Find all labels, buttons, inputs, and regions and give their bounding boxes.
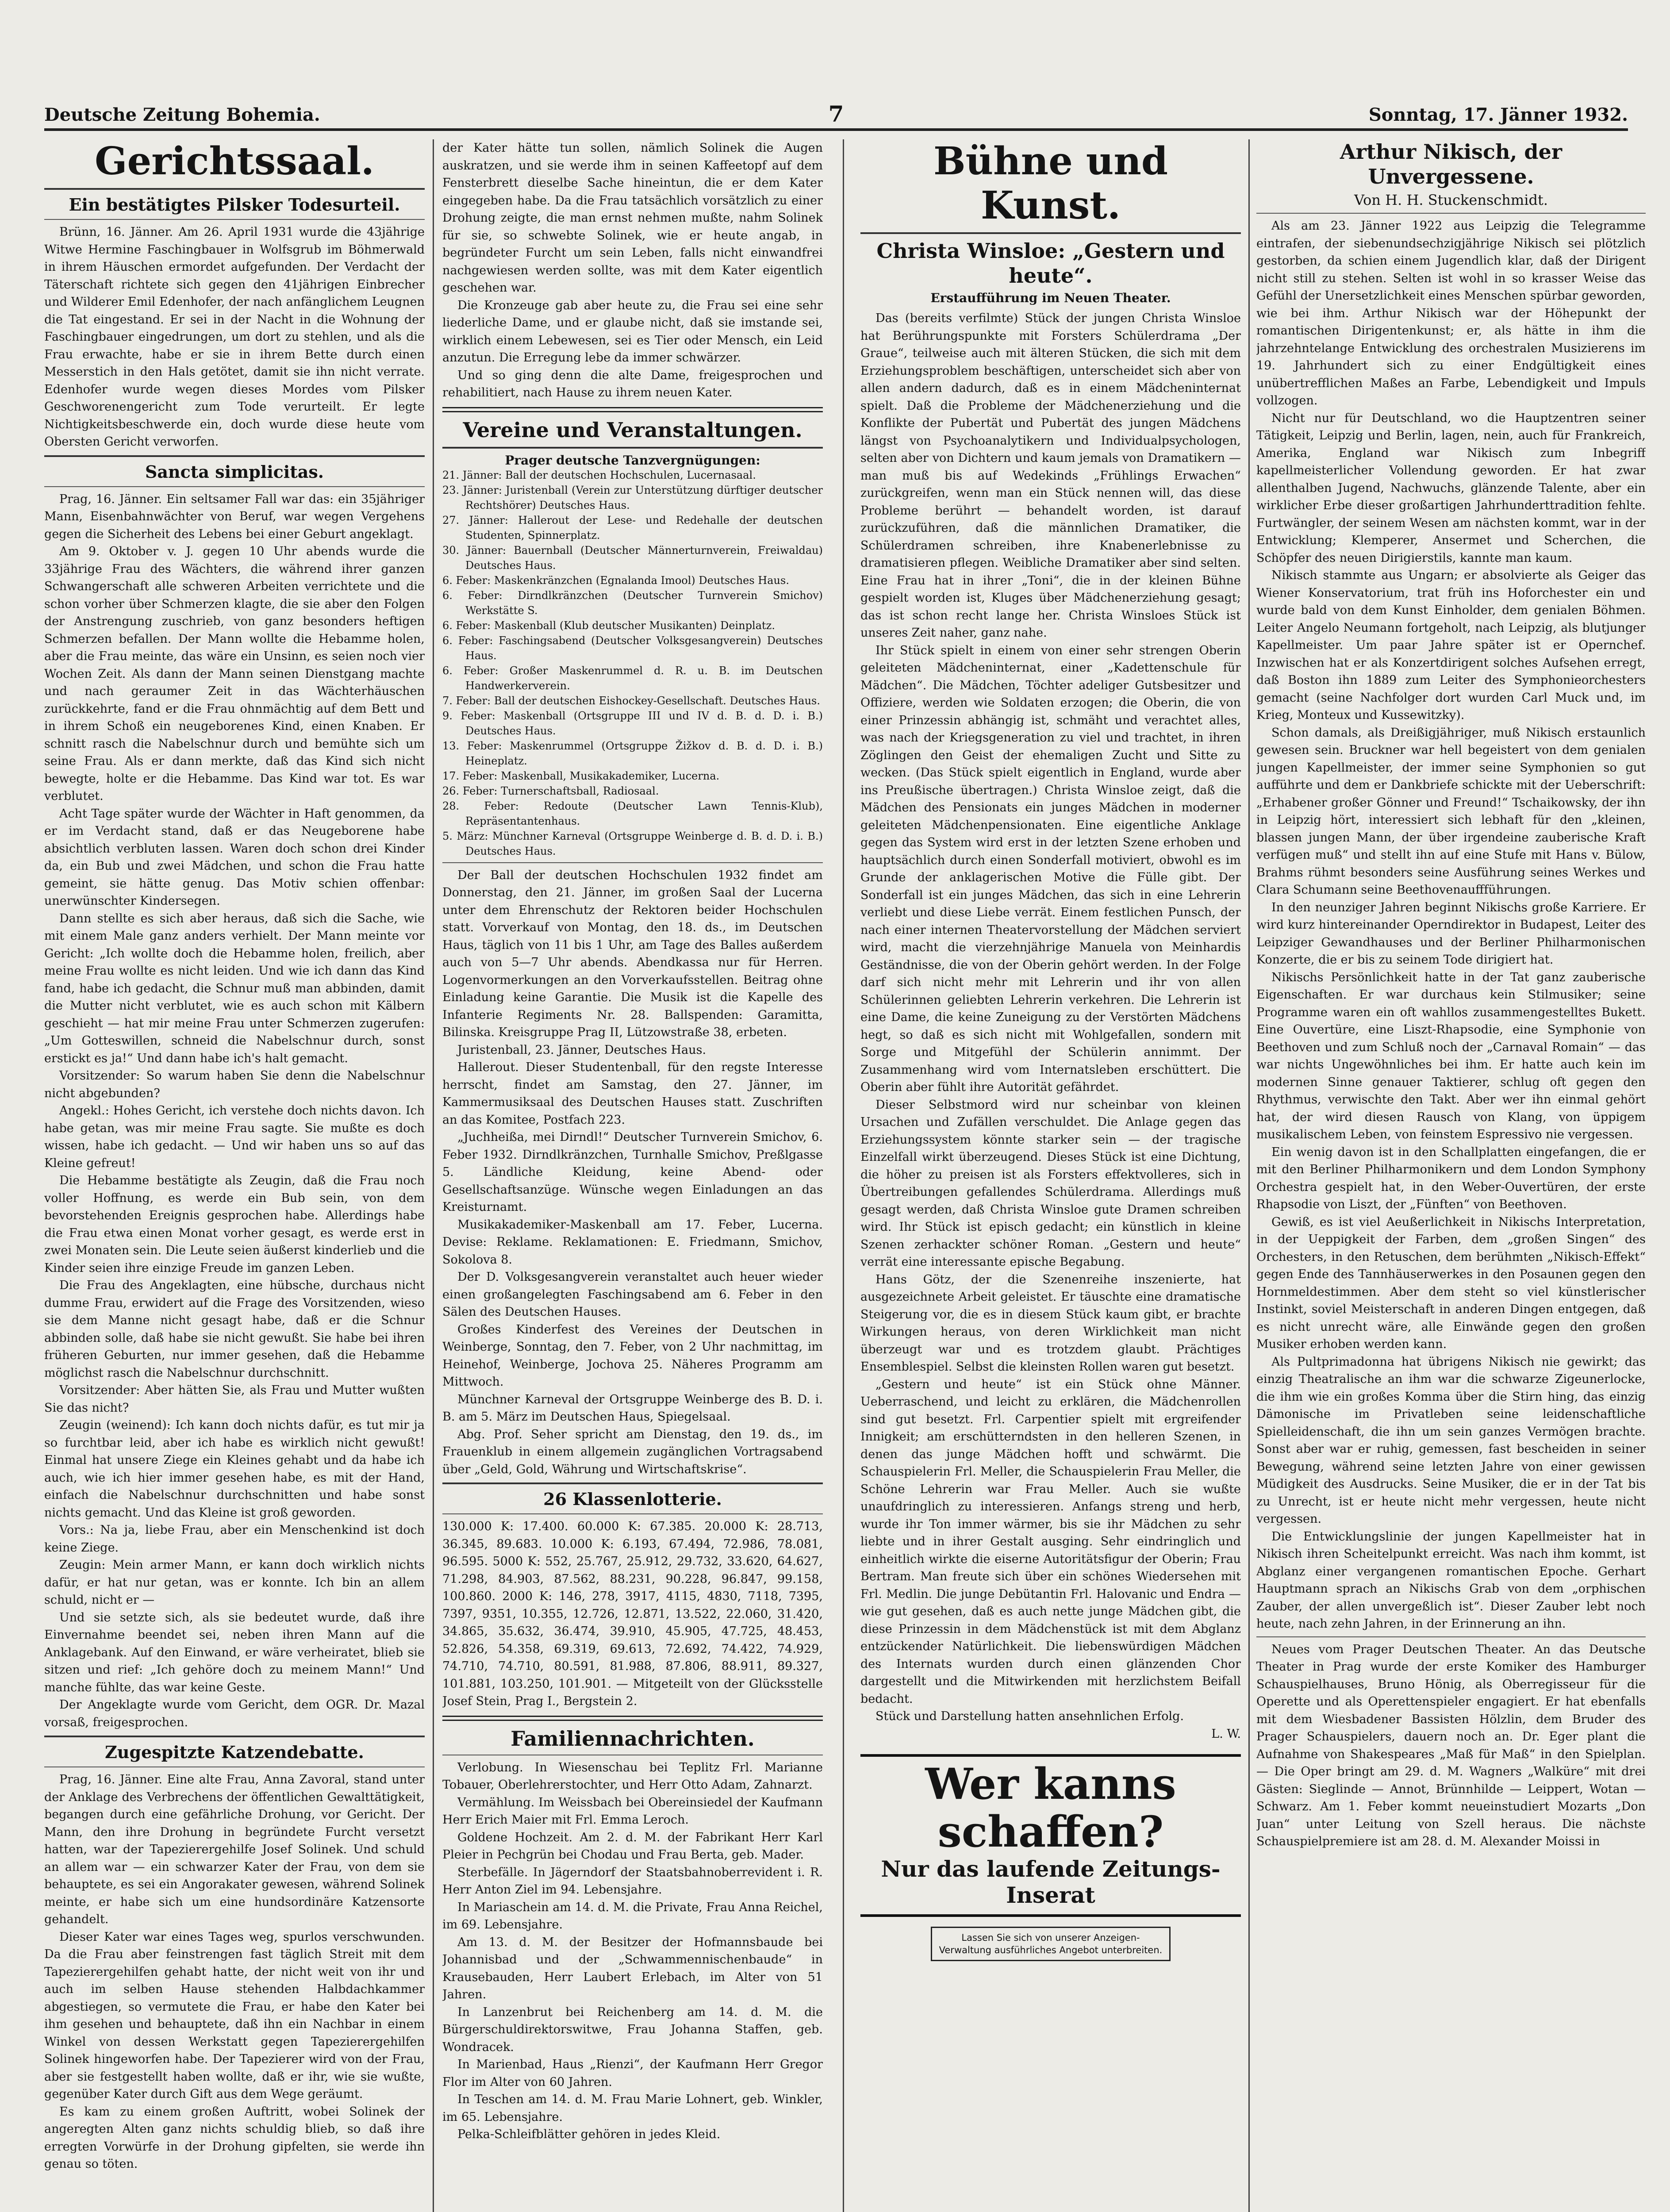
article-paragraph: Münchner Karneval der Ortsgruppe Weinberge des B. D. i. B. am 5. März im Deutschen Haus, Spiegelsaal. xyxy=(442,1392,823,1424)
notice-paragraph: Sterbefälle. In Jägerndorf der Staatsbahnoberrevident i. R. Herr Anton Ziel im 94. Lebensjahre. xyxy=(442,1865,823,1897)
article-paragraph: Ihr Stück spielt in einem von einer sehr strengen Oberin geleiteten Mädcheninternat, einer „Kadettenschule für Mädchen“. Die Mädchen, Töchter adeliger Gutsbesitzer und Offiziere, werden wie Soldaten erzogen; die Oberin, die von einer Prinzessin abhängig ist, schmäht und verachtet alles, was nach der Kriegsgeneration zu viel und trachtet, in ihren Zöglingen den Geist der ehemaligen Zucht und Sitte zu wecken. (Das Stück spielt eigentlich in England, wurde aber ins Preußische übertragen.) Christa Winsloe zeigt, daß die Mädchen des Pensionats ein junges Mädchen in moderner geleiteten Mädchenpensionaten. Eine eigentliche Anklage gegen das System wird erst in der letzten Szene erhoben und hauptsächlich durch einen Sonderfall motiviert, obwohl es im Grunde der anklagerischen Motive die Fülle gibt. Der Sonderfall ist ein junges Mädchen, das sich in eine Lehrerin verliebt und diese Liebe verrät. Einem festlichen Punsch, der nach einer internen Theatervorstellung der Mädchen serviert wird, macht die vierzehnjährige Manuela von Meinhardis Geständnisse, die von der Oberin gehört werden. In der Folge darf sich nicht mehr mit Lehrerin und ihr von allen Schülerinnen geliebten Lehrerin verkehren. Die Lehrerin ist eine Dame, die keine Zuneigung zu der Verstörten Mädchens hegt, so daß es sich nicht mit Wohlgefallen, sondern mit Sorge und Mitgefühl der Schülerin annimmt. Der Zusammenhang wird vom Internatsleben erschüttert. Die Oberin aber fühlt ihre Autorität gefährdet. xyxy=(860,643,1241,1094)
dance-event-item: 6. Feber: Faschingsabend (Deutscher Volksgesangverein) Deutsches Haus. xyxy=(442,634,823,662)
article-title: Christa Winsloe: „Gestern und heute“. xyxy=(876,239,1225,288)
article-paragraph: Das (bereits verfilmte) Stück der jungen Christa Winsloe hat Berührungspunkte mit Forsters Schülerdrama „Der Graue“, teilweise auch mit älteren Stücken, die sich mit dem Erziehungsproblem beschäftigen, unterscheidet sich aber von allen andern dadurch, daß es in einem Mädcheninternat spielt. Daß die Probleme der Mädchenerziehung und die Konflikte der Pubertät und Pubertät des jungen Mädchens längst von Psychoanalytikern und Individualpsychologen, selten aber von Dichtern und kaum jemals von Dramatikern — man muß bis auf Wedekinds „Frühlings Erwachen“ zurückgreifen, wenn man ein Stück nennen will, das diese Probleme berührt — behandelt worden, ist darauf zurückzuführen, daß die männlichen Dramatiker, die Schülerdramen schreiben, ihre Knabenerlebnisse zu dramatisieren pflegen. Weibliche Dramatiker aber sind selten. Eine Frau hat in ihrer „Toni“, die in der kleinen Bühne gespielt worden ist, Kluges über Mädchenerziehung gesagt; das ist schon recht lange her. Christa Winsloes Stück ist unseres Zeit naher, ganz nahe. xyxy=(860,311,1241,640)
notice-paragraph: In Mariaschein am 14. d. M. die Private, Frau Anna Reichel, im 69. Lebensjahre. xyxy=(442,1900,823,1932)
article-paragraph: Gewiß, es ist viel Aeußerlichkeit in Nikischs Interpretation, in der Ueppigkeit der Farben, dem „großen Singen“ des Orchesters, in den Retuschen, dem berühmten „Nikisch-Effekt“ gegen Ende des Tannhäuserwerkes in den Posaunen gegen den Hornmeldestimmen. Aber dem steht so viel künstlerischer Instinkt, soviel Meisterschaft in anderen Dingen entgegen, daß es nicht unrecht wäre, alle Einwände gegen den großen Musiker erhoben werden kann. xyxy=(1256,1215,1646,1351)
issue-date: Sonntag, 17. Jänner 1932. xyxy=(1368,104,1628,125)
article-title: Ein bestätigtes Pilsker Todesurteil. xyxy=(69,195,400,215)
ad-subline: Nur das laufende Zeitungs-Inserat xyxy=(860,1856,1241,1917)
divider xyxy=(442,1716,823,1721)
divider xyxy=(1256,213,1646,214)
article-title: Arthur Nikisch, der Unvergessene. xyxy=(1340,140,1563,188)
article-title: Zugespitzte Katzendebatte. xyxy=(105,1742,364,1762)
article-paragraph: Die Frau des Angeklagten, eine hübsche, durchaus nicht dumme Frau, erwidert auf die Frage des Vorsitzenden, wieso sie dem Manne nicht gesagt habe, daß er die Schnur abbinden solle, daß habe sie nicht gewußt. Sie habe bei ihren früheren Geburten, nur immer gesehen, daß die Hebamme möglichst rasch die Nabelschnur durchschnitt. xyxy=(44,1279,425,1380)
divider xyxy=(44,486,425,487)
article-paragraph: Abg. Prof. Seher spricht am Dienstag, den 19. ds., im Frauenklub in einem allgemein zugänglichen Vortragsabend über „Geld, Gold, Währung und Wirtschaftskrise“. xyxy=(442,1427,823,1476)
divider xyxy=(442,862,823,863)
newspaper-name: Deutsche Zeitung Bohemia. xyxy=(44,104,320,125)
article-paragraph: Die Kronzeuge gab aber heute zu, die Frau sei eine sehr liederliche Dame, und er glaube nicht, daß sie imstande sei, wirklich einem Lebewesen, sei es Tier oder Mensch, ein Leid anzutun. Die Erregung lebe da immer schwärzer. xyxy=(442,298,823,365)
article-paragraph: Schon damals, als Dreißigjähriger, muß Nikisch erstaunlich gewesen sein. Bruckner war hell begeistert von dem genialen jungen Kapellmeister, der immer seine Symphonien so gut aufführte und dem er Dankbriefe schickte mit der Ueberschrift: „Erhabener großer Gönner und Freund!“ Tschaikowsky, der ihn in Leipzig hört, interessiert sich lebhaft für den „kleinen, blassen jungen Mann, der über irgendeine zauberische Kraft verfügen muß“ und stellt ihn auf eine Stufe mit Hans v. Bülow, Brahms rühmt besonders seine Ausführung seines Werkes und Clara Schumann seine Beethovenauffführungen. xyxy=(1256,726,1646,897)
article-paragraph: Als Pultprimadonna hat übrigens Nikisch nie gewirkt; das einzig Theatralische an ihm war die schwarze Zigeunerlocke, die ihm wie ein großes Komma über die Stirn hing, das einzig Dämonische im Privatleben seine leidenschaftliche Spielleidenschaft, die ihn um sein ganzes Vermögen brachte. Sonst aber war er ruhig, gemessen, fast bescheiden in seiner Bewegung, während seine letzten Jahre von einer gewissen Müdigkeit des Ausdrucks. Seine Musiker, die er in der Tat bis zu Unrecht, ist er heute nicht mehr vergessen, heute nicht vergessen. xyxy=(1256,1355,1646,1526)
notice-paragraph: In Marienbad, Haus „Rienzi“, der Kaufmann Herr Gregor Flor im Alter von 60 Jahren. xyxy=(442,2058,823,2089)
article-paragraph: Juristenball, 23. Jänner, Deutsches Haus. xyxy=(457,1043,706,1057)
article-paragraph: Der D. Volksgesangverein veranstaltet auch heuer wieder einen großangelegten Faschingsabend am 6. Feber in den Sälen des Deutschen Hauses. xyxy=(442,1270,823,1319)
notice-paragraph: In Lanzenbrut bei Reichenberg am 14. d. M. die Bürgerschuldirektorswitwe, Frau Johanna Staffen, geb. Wondracek. xyxy=(442,2005,823,2054)
article-paragraph: Vorsitzender: So warum haben Sie denn die Nabelschnur nicht abgebunden? xyxy=(44,1069,425,1100)
notice-paragraph: Verlobung. In Wiesenschau bei Teplitz Frl. Marianne Tobauer, Oberlehrerstochter, und Herr Otto Adam, Zahnarzt. xyxy=(442,1760,823,1792)
dance-event-item: 9. Feber: Maskenball (Ortsgruppe III und IV d. B. d. D. i. B.) Deutsches Haus. xyxy=(442,709,823,737)
divider xyxy=(442,447,823,449)
article-paragraph: Nicht nur für Deutschland, wo die Hauptzentren seiner Tätigkeit, Leipzig und Berlin, lagen, nein, auch für Frankreich, Amerika, England war Nikisch zum Inbegriff kapellmeisterlicher Vollendung geworden. Er hat zwar allenthalben Jugend, Nachwuchs, glänzende Talente, aber ein wirklicher Erbe dieser großartigen Jahrhunderttradition fehlte. Furtwängler, der seinem Wesen am nächsten kommt, war in der Entwicklung; Klemperer, Ansermet und Scherchen, die Schöpfer des neuen Dirigierstils, kannte man kaum. xyxy=(1256,411,1646,565)
article-paragraph: Brünn, 16. Jänner. Am 26. April 1931 wurde die 43jährige Witwe Hermine Faschingbauer in Wolfsgrub im Böhmerwald in ihrem Häuschen ermordet aufgefunden. Der Verdacht der Täterschaft richtete sich gegen den 41jährigen Einbrecher und Wilderer Emil Edenhofer, der nach anfänglichem Leugnen die Tat eingestand. Er sei in der Nacht in die Wohnung der Faschingbauer eingedrungen, um dort zu stehlen, und als die Frau erwachte, habe er sie in ihrem Bette durch einen Messerstich in den Hals getötet, damit sie ihn nicht verrate. Edenhofer wurde wegen dieses Mordes vom Pilsker Geschworenengericht zum Tode verurteilt. Er legte Nichtigkeitsbeschwerde ein, doch wurde diese heute vom Obersten Gericht verworfen. xyxy=(44,225,425,449)
article-paragraph: Vors.: Na ja, liebe Frau, aber ein Menschenkind ist doch keine Ziege. xyxy=(44,1523,425,1555)
dance-events-list xyxy=(442,468,823,859)
divider xyxy=(44,1736,425,1737)
section-title-events: Vereine und Veranstaltungen. xyxy=(463,418,802,442)
article-paragraph: Zeugin (weinend): Ich kann doch nichts dafür, es tut mir ja so furchtbar leid, aber ich habe es wirklich nicht gewußt! Einmal hat unsere Ziege ein Kleines gehabt und da habe ich auch, wie ich hier immer gesehen habe, es mit der Hand, einfach die Nabelschnur durchschnitten und habe sonst nichts gemacht. Und das Kleine ist groß geworden. xyxy=(44,1418,425,1520)
article-paragraph: „Gestern und heute“ ist ein Stück ohne Männer. Ueberraschend, und leicht zu erklären, die Mädchenrollen sind gut besetzt. Frl. Carpentier spielt mit ergreifender Innigkeit; am erschütterndsten in den helleren Szenen, in denen das junge Mädchen hofft und schwärmt. Die Schauspielerin Frl. Meller, die Schauspielerin Frau Meller, die Schöne Lehrerin war Frau Meller. Auch sie wußte unaufdringlich zu interessieren. Anfangs streng und herb, wurde ihr Ton immer wärmer, bis sie ihr Mädchen zu sehr liebte und in ihrer Gestalt ausging. Sehr eindringlich und einheitlich wirkte die eiserne Autoritätsfigur der Oberin; Frau Bertram. Man freute sich über ein schönes Wiedersehen mit Frl. Medlin. Die junge Debütantin Frl. Halovanic und Endra — wie gut gesehen, daß es auch nette junge Mädchen gibt, die diese Prinzessin in dem Mädchenstück ist mit dem Abglanz entzückender Natürlichkeit. Die liebenswürdigen Mädchen des Internats wurden durch einen glänzenden Chor dargestellt und die Mitwirkenden mit herzlichstem Beifall bedacht. xyxy=(860,1377,1241,1706)
dance-event-item: 6. Feber: Maskenball (Klub deutscher Musikanten) Deinplatz. xyxy=(442,619,775,632)
divider xyxy=(44,455,425,457)
column-3 xyxy=(860,139,1241,2212)
dance-event-item: 13. Feber: Maskenrummel (Ortsgruppe Žižkov d. B. d. D. i. B.) Heineplatz. xyxy=(442,739,823,767)
article-paragraph: Nikischs Persönlichkeit hatte in der Tat ganz zauberische Eigenschaften. Er war durchaus kein Stilmusiker; seine Programme waren ein oft wahllos zusammengestelltes Bukett. Eine Ouvertüre, eine Liszt-Rhapsodie, eine Symphonie von Beethoven und zum Schluß noch der „Carnaval Romain“ — das war nichts Ungewöhnliches bei ihm. Er hatte auch kein im modernen Sinne genauer Taktierer, schlug oft gegen den Rhythmus, verwischte den Takt. Aber wer ihn einmal gehört hat, der wird diesen Rausch von Klang, von üppigem musikalischem Leben, von feinstem Espressivo nie vergessen. xyxy=(1256,970,1646,1141)
lottery-title: 26 Klassenlotterie. xyxy=(543,1489,722,1509)
article-paragraph: Musikakademiker-Maskenball am 17. Feber, Lucerna. Devise: Reklame. Reklamationen: E. Friedmann, Smichov, Sokolova 8. xyxy=(442,1217,823,1267)
article-byline: Von H. H. Stuckenschmidt. xyxy=(1354,192,1548,208)
article-paragraph: Der Ball der deutschen Hochschulen 1932 findet am Donnerstag, den 21. Jänner, im großen Saal der Lucerna unter dem Ehrenschutz der Rektoren beider Hochschulen statt. Vorverkauf von Montag, den 18. ds., im Deutschen Haus, täglich von 11 bis 1 Uhr, am Tage des Balles außerdem auch von 5—7 Uhr abends. Abendkassa nur für Herren. Logenvormerkungen an den Vorverkaufsstellen. Beitrag ohne Einladung keine Garantie. Die Musik ist die Kapelle des Infanterie Regiments Nr. 28. Ballspenden: Garamitta, Bilinska. Kreisgruppe Prag II, Lützowstraße 38, erbeten. xyxy=(442,868,823,1039)
article-paragraph: Dieser Selbstmord wird nur scheinbar von kleinen Ursachen und Zufällen verschuldet. Die Anlage gegen das Erziehungssystem könnte starker sein — der tragische Einzelfall wirkt überzeugend. Dieses Stück ist eine Dichtung, die höher zu preisen ist als Forsters effektvolleres, sich in Übertreibungen gefallendes Schülerdrama. Allerdings muß gesagt werden, daß Christa Winsloe gute Dramen schreiben wird. Ihr Stück ist episch gedacht; ein künstlich in kleine Szenen zerhackter schöner Roman. „Gestern und heute“ verrät eine interessante epische Begabung. xyxy=(860,1098,1241,1269)
divider xyxy=(860,232,1241,234)
article-paragraph: Und sie setzte sich, als sie bedeutet wurde, daß ihre Einvernahme beendet sei, neben ihren Mann auf die Anklagebank. Auf den Einwand, er wäre verheiratet, blieb sie sitzen und rief: „Ich gehöre doch zu meinem Mann!“ Und manche fühlte, das war keine Geste. xyxy=(44,1610,425,1694)
article-paragraph: Ein wenig davon ist in den Schallplatten eingefangen, die er mit den Berliner Philharmonikern und dem London Symphony Orchestra gespielt hat, in den Weber-Ouvertüren, der erste Rhapsodie von Liszt, der „Fünften“ von Beethoven. xyxy=(1256,1145,1646,1211)
column-4 xyxy=(1256,139,1646,2212)
column-rule xyxy=(843,139,844,2212)
dance-event-item: 26. Feber: Turnerschaftsball, Radiosaal. xyxy=(442,784,659,797)
dance-event-item: 27. Jänner: Hallerout der Lese- und Redehalle der deutschen Studenten, Spinnerplatz. xyxy=(442,514,823,541)
divider xyxy=(442,407,823,412)
divider xyxy=(44,188,425,190)
article-paragraph: Hallerout. Dieser Studentenball, für den regste Interesse herrscht, findet am Samstag, den 27. Jänner, im Kammermusiksaal des Deutschen Hauses statt. Zuschriften an das Komitee, Postfach 223. xyxy=(442,1060,823,1127)
dance-event-item: 7. Feber: Ball der deutschen Eishockey-Gesellschaft. Deutsches Haus. xyxy=(442,694,820,707)
article-paragraph: Die Entwicklungslinie der jungen Kapellmeister hat in Nikisch ihren Scheitelpunkt erreicht. Was nach ihm kommt, ist Abglanz einer vergangenen romantischen Epoche. Gerhart Hauptmann sprach an Nikischs Grab von dem „orphischen Zauber, der allen unvergeßlich ist“. Dieser Zauber lebt noch heute, nach zehn Jahren, in der Erinnerung an ihn. xyxy=(1256,1529,1646,1631)
author-initials: L. W. xyxy=(1211,1727,1241,1741)
article-paragraph: Hans Götz, der die Szenenreihe inszenierte, hat ausgezeichnete Arbeit geleistet. Er täuschte eine dramatische Steigerung vor, die es in diesem Stück kaum gibt, er brachte Wirkungen heraus, von deren Wirklichkeit man nicht überzeugt war und es trotzdem glaubt. Prächtiges Ensemblespiel. Selbst die kleinsten Rollen waren gut besetzt. xyxy=(860,1272,1241,1374)
section-title-stage: Bühne und Kunst. xyxy=(933,139,1168,228)
article-title: Sancta simplicitas. xyxy=(145,461,324,482)
dance-event-item: 17. Feber: Maskenball, Musikakademiker, Lucerna. xyxy=(442,769,720,782)
list-heading: Prager deutsche Tanzvergnügungen: xyxy=(505,453,760,468)
article-paragraph: Die Hebamme bestätigte als Zeugin, daß die Frau noch voller Hoffnung, es werde ein Bub sein, von dem bevorstehenden Ereignis gesprochen habe. Allerdings habe die Frau etwa einen Monat vorher gesagt, es werde erst in zwei Monaten sein. Die Leute seien äußerst kinderlieb und die Kinder seien ihre einzige Freude im ganzen Leben. xyxy=(44,1174,425,1275)
divider xyxy=(44,219,425,220)
article-paragraph: Zeugin: Mein armer Mann, er kann doch wirklich nichts dafür, er hat nur getan, was er konnte. Ich bin an allem schuld, nicht er — xyxy=(44,1558,425,1607)
article-paragraph: Stück und Darstellung hatten ansehnlichen Erfolg. xyxy=(875,1709,1184,1723)
article-paragraph: In den neunziger Jahren beginnt Nikischs große Karriere. Er wird kurz hintereinander Operndirektor in Budapest, Leiter des Leipziger Gewandhauses und der Berliner Philharmonischen Konzerte, die er bis zu seinem Tode dirigiert hat. xyxy=(1256,900,1646,967)
article-paragraph: Angekl.: Hohes Gericht, ich verstehe doch nichts davon. Ich habe getan, was mir meine Frau sagte. Sie mußte es doch wissen, habe ich gedacht. — Und wir haben uns so auf das Kleine gefreut! xyxy=(44,1104,425,1170)
article-paragraph: Als am 23. Jänner 1922 aus Leipzig die Telegramme eintrafen, der siebenundsechzigjährige Nikisch sei plötzlich gestorben, da schien einem Jugendlich klar, daß der Dirigent nicht still zu stehen. Selten ist wohl in so krasser Weise das Gefühl der Unersetzlichkeit eines Menschen spürbar geworden, wie bei ihm. Arthur Nikisch war der Höhepunkt der romantischen Dirigentenkunst; er, als hätte in ihm die jahrzehntelange Entwicklung des orchestralen Musizierens im 19. Jahrhundert sich zu einer Endgültigkeit eines unübertrefflichen Maßes an Farbe, Lebendigkeit und Impuls vollzogen. xyxy=(1256,219,1646,407)
ad-headline: Wer kanns schaffen? xyxy=(860,1754,1241,1856)
dance-event-item: 5. März: Münchner Karneval (Ortsgruppe Weinberge d. B. d. D. i. B.) Deutsches Haus. xyxy=(442,830,823,857)
dance-event-item: 21. Jänner: Ball der deutschen Hochschulen, Lucernasaal. xyxy=(442,469,756,481)
article-paragraph: Nikisch stammte aus Ungarn; er absolvierte als Geiger das Wiener Konservatorium, trat früh ins Hoforchester ein und wurde bald von dem Kunst Einholder, dem genialen Böhmen. Leiter Angelo Neumann fortgeholt, nach Leipzig, als blutjunger Kapellmeister. Um paar Jahre später ist er Opernchef. Inzwischen hat er als Konzertdirigent solches Aufsehen erregt, daß Boston ihn 1889 zum Leiter des Symphonieorchesters gemacht (seine Nachfolger dort wurden Carl Muck und, im Krieg, Monteux und Kussewitzky). xyxy=(1256,568,1646,722)
dance-event-item: 28. Feber: Redoute (Deutscher Lawn Tennis-Klub), Repräsentantenhaus. xyxy=(442,799,823,827)
article-paragraph: Dieser Kater war eines Tages weg, spurlos verschwunden. Da die Frau aber feinstrengen fast täglich Streit mit dem Tapezierergehilfen gehabt hatte, der nicht weit von ihr und auch im selben Hause stehenden Halbdachkammer abgestiegen, so vermutete die Frau, er habe den Kater bei ihm gesehen und behauptete, daß ihn ein Nachbar in einem Winkel von dessen Werkstatt gegen Tapezierergehilfen Solinek hingeworfen habe. Der Tapezierer wird von der Frau, aber sie festgestellt haben wollte, daß er ihr, wie sie wußte, gegenüber Kater durch Gift aus dem Wege geräumt. xyxy=(44,1930,425,2101)
article-paragraph: Großes Kinderfest des Vereines der Deutschen in Weinberge, Sonntag, den 7. Feber, von 2 Uhr nachmittag, im Heinehof, Weinberge, Jochova 25. Näheres Programm am Mittwoch. xyxy=(442,1322,823,1389)
dance-event-item: 6. Feber: Dirndlkränzchen (Deutscher Turnverein Smichov) Werkstätte S. xyxy=(442,589,823,617)
article-paragraph: Vorsitzender: Aber hätten Sie, als Frau und Mutter wußten Sie das nicht? xyxy=(44,1383,425,1415)
notice-paragraph: In Teschen am 14. d. M. Frau Marie Lohnert, geb. Winkler, im 65. Lebensjahre. xyxy=(442,2093,823,2124)
divider xyxy=(1256,1636,1646,1637)
advertisement xyxy=(860,1754,1241,1961)
column-2 xyxy=(442,139,823,2212)
article-paragraph: Dann stellte es sich aber heraus, daß sich die Sache, wie mit einem Male ganz anders verhielt. Der Mann meinte vor Gericht: „Ich wollte doch die Hebamme holen, freilich, aber meine Frau wollte es nicht leiden. Und wie ich dann das Kind fand, habe ich gedacht, die Schnur muß man abbinden, damit die Mutter nicht verblutet, wie es auch schon mit Kälbern geschieht — hat mir meine Frau unter Schmerzen zugerufen: „Um Gotteswillen, schneid die Nabelschnur durch, sonst erstickt es ja!“ Und dann habe ich's halt gemacht. xyxy=(44,911,425,1065)
column-rule xyxy=(1248,139,1250,2212)
article-paragraph: Der Angeklagte wurde vom Gericht, dem OGR. Dr. Mazal vorsaß, freigesprochen. xyxy=(44,1698,425,1729)
lottery-results: 130.000 K: 17.400. 60.000 K: 67.385. 20.000 K: 28.713, 36.345, 89.683. 10.000 K: 6.193, 67.494, 72.986, 78.081, 96.595. 5000 K: 552, 25.767, 25.912, 29.732, 33.620, 64.627, 71.298, 84.903, 87.562, 88.231, 90.228, 96.847, 99.158, 100.860. 2000 K: 146, 278, 3917, 4115, 4830, 7118, 7395, 7397, 9351, 10.355, 12.726, 12.871, 13.522, 22.060, 31.420, 34.865, 35.632, 36.474, 39.910, 45.905, 47.725, 48.453, 52.826, 54.358, 69.319, 69.613, 72.692, 74.422, 74.929, 74.710, 74.710, 80.591, 81.988, 87.806, 88.911, 89.327, 101.881, 103.250, 101.901. — Mitgeteilt von der Glücksstelle Josef Stein, Prag I., Bergstein 2. xyxy=(442,1520,823,1708)
page-number: 7 xyxy=(828,101,844,127)
notice-paragraph: Goldene Hochzeit. Am 2. d. M. der Fabrikant Herr Karl Pleier in Pechgrün bei Chodau und Frau Berta, geb. Mader. xyxy=(442,1830,823,1862)
divider xyxy=(442,1482,823,1484)
dance-event-item: 6. Feber: Maskenkränzchen (Egnalanda Imool) Deutsches Haus. xyxy=(442,574,789,587)
article-paragraph: Am 9. Oktober v. J. gegen 10 Uhr abends wurde die 33jährige Frau des Wächters, die während ihrer ganzen Schwangerschaft alle schweren Arbeiten verrichtete und die schon vorher über Schmerzen klagte, die sie aber den Folgen der Anstrengung zuschrieb, von ganz besonders heftigen Schmerzen befallen. Der Mann wollte die Hebamme holen, aber die Frau meinte, das wäre ein Unsinn, es seien noch vier Wochen Zeit. Als dann der Mann seinen Dienstgang machte und nach geraumer Zeit in das Wächterhäuschen zurückkehrte, fand er die Frau ohnmächtig auf dem Bett und in ihrem Schoß ein neugeborenes Kind, einen Knaben. Er schnitt rasch die Nabelschnur durch und bemühte sich um seine Frau. Als er dann merkte, daß das Kind sich nicht bewegte, holte er die Hebamme. Das Kind war tot. Es war verblutet. xyxy=(44,545,425,803)
notice-paragraph: Pelka-Schleifblätter gehören in jedes Kleid. xyxy=(457,2128,721,2141)
ad-note: Lassen Sie sich von unserer Anzeigen-Verwaltung ausführliches Angebot unterbreiten. xyxy=(931,1927,1171,1961)
column-rule xyxy=(433,139,434,2212)
article-subtitle: Erstaufführung im Neuen Theater. xyxy=(930,291,1171,305)
section-title-court: Gerichtssaal. xyxy=(95,139,374,184)
article-paragraph: der Kater hätte tun sollen, nämlich Solinek die Augen auskratzen, und sie werde ihm in seinen Kaffeetopf auf dem Fensterbrett dieselbe Sache hineintun, die er dem Kater eingegeben habe. Da die Frau tatsächlich vorsätzlich zu einer Drohung zeigte, die man ernst nehmen mußte, nahm Solinek für sie, so schwebte Solinek, wie er heute angab, in begründeter Furcht um sein Leben, falls nicht einwandfrei nachgewiesen werden sollte, was mit dem Kater eigentlich geschehen war. xyxy=(442,141,823,295)
article-paragraph: Prag, 16. Jänner. Eine alte Frau, Anna Zavoral, stand unter der Anklage des Verbrechens der öffentlichen Gewalttätigkeit, begangen durch eine gefährliche Drohung, vor Gericht. Der Mann, den ihre Drohung in begründete Furcht versetzt hatten, war der Tapezierergehilfe Josef Solinek. Und schuld an allem war — ein schwarzer Kater der Frau, von dem sie behauptete, es sei ein Angorakater gewesen, während Solinek meinte, er habe sich um eine hundsordinäre Katzensorte gehandelt. xyxy=(44,1773,425,1926)
article-paragraph: Acht Tage später wurde der Wächter in Haft genommen, da er im Verdacht stand, daß er das Neugeborene habe absichtlich verbluten lassen. Waren doch schon drei Kinder da, ein Bub und zwei Mädchen, und schon die Frau hatte gemeint, sie hätte genug. Das Motiv schien offenbar: unerwünschter Kindersegen. xyxy=(44,806,425,908)
article-paragraph: „Juchheißa, mei Dirndl!“ Deutscher Turnverein Smichov, 6. Feber 1932. Dirndlkränzchen, Turnhalle Smichov, Preßlgasse 5. Ländliche Kleidung, keine Abend- oder Gesellschaftsanzüge. Wünsche wegen Einladungen an das Kreisturnamt. xyxy=(442,1130,823,1214)
theatre-news-paragraph: Neues vom Prager Deutschen Theater. An das Deutsche Theater in Prag wurde der erste Komiker des Hamburger Schauspielhauses, Bruno Hönig, als Oberregisseur für die Operette und als Operettenspieler engagiert. Er hat ebenfalls mit dem Wiesbadener Bassisten Hölzlin, dem Bruder des Prager Schauspielers, dauern noch an. Dr. Eger plant die Aufnahme von Shakespeares „Maß für Maß“ in den Spielplan. — Die Oper bringt am 29. d. M. Wagners „Walküre“ mit drei Gästen: Sieglinde — Annot, Brünnhilde — Leippert, Wotan — Schwarz. Am 1. Feber kommt neueinstudiert Mozarts „Don Juan“ unter Leitung von Szell heraus. Die nächste Schauspielpremiere ist am 28. d. M. Alexander Moissi in xyxy=(1256,1642,1646,1848)
page-header xyxy=(44,101,1628,131)
column-1 xyxy=(44,139,425,2212)
divider xyxy=(442,1513,823,1514)
article-paragraph: Prag, 16. Jänner. Ein seltsamer Fall war das: ein 35jähriger Mann, Eisenbahnwächter von Beruf, war wegen Vergehens gegen die Sicherheit des Lebens bei einer Geburt angeklagt. xyxy=(44,492,425,541)
notice-paragraph: Vermählung. Im Weissbach bei Obereinsiedel der Kaufmann Herr Erich Maier mit Frl. Emma Leroch. xyxy=(442,1795,823,1827)
dance-event-item: 30. Jänner: Bauernball (Deutscher Männerturnverein, Freiwaldau) Deutsches Haus. xyxy=(442,544,823,572)
dance-event-item: 6. Feber: Großer Maskenrummel d. R. u. B. im Deutschen Handwerkerverein. xyxy=(442,664,823,692)
family-news-title: Familiennachrichten. xyxy=(511,1726,755,1751)
dance-event-item: 23. Jänner: Juristenball (Verein zur Unterstützung dürftiger deutscher Rechtshörer) Deutsches Haus. xyxy=(442,484,823,511)
notice-paragraph: Am 13. d. M. der Besitzer der Hofmannsbaude bei Johannisbad und der „Schwammennischenbaude“ in Krausebauden, Herr Laubert Erlebach, im Alter von 51 Jahren. xyxy=(442,1935,823,2001)
article-paragraph: Es kam zu einem großen Auftritt, wobei Solinek der angeregten Alten ganz nichts schuldig blieb, so daß ihre erregten Vorwürfe in der Drohung gipfelten, sie werde ihn genau so töten. xyxy=(44,2104,425,2171)
article-paragraph: Und so ging denn die alte Dame, freigesprochen und rehabilitiert, nach Hause zu ihrem neuen Kater. xyxy=(442,368,823,399)
